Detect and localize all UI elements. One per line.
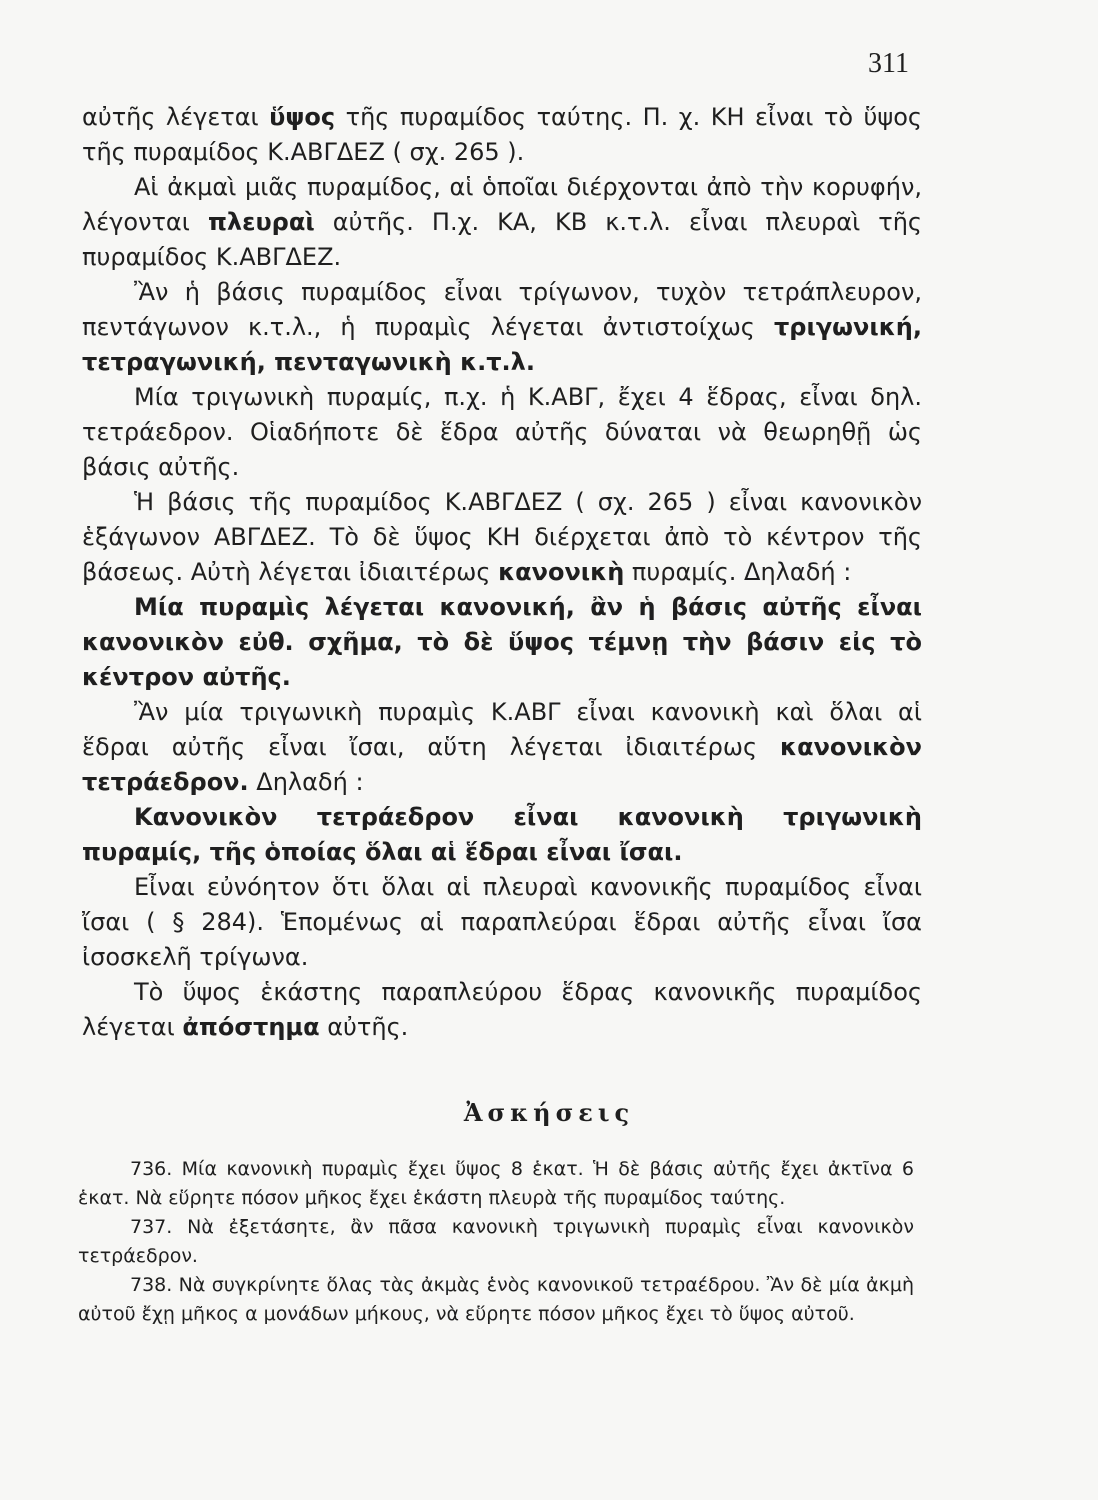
text-run: Αἱ ἀκμαὶ μιᾶς πυραμίδος, αἱ ὁποῖαι διέρχονται ἀπὸ τὴν κορυφήν, λέγονται	[82, 173, 922, 236]
paragraph	[82, 100, 922, 170]
exercise-item: 737. Νὰ ἐξετάσητε, ἂν πᾶσα κανονικὴ τριγωνικὴ πυραμὶς εἶναι κανονικὸν τετράεδρον.	[78, 1216, 914, 1267]
body-text	[82, 100, 922, 1045]
rule-text: Κανονικὸν τετράεδρον εἶναι κανονικὴ τριγωνικὴ πυραμίς, τῆς ὁποίας ὅλαι αἱ ἕδραι εἶναι ἴσαι.	[82, 803, 922, 866]
text-run: Ἂν ἡ βάσις πυραμίδος εἶναι τρίγωνον, τυχὸν τετράπλευρον, πεντάγωνον κ.τ.λ., ἡ πυραμὶς λέγεται ἀντιστοίχως	[82, 278, 922, 341]
exercise-item: 738. Νὰ συγκρίνητε ὅλας τὰς ἀκμὰς ἑνὸς κανονικοῦ τετραέδρου. Ἂν δὲ μία ἀκμὴ αὐτοῦ ἔχῃ μῆκος α μονάδων μήκους, νὰ εὕρητε πόσον μῆκος ἔχει τὸ ὕψος αὐτοῦ.	[78, 1274, 914, 1325]
text-run: Εἶναι εὐνόητον ὅτι ὅλαι αἱ πλευραὶ κανονικῆς πυραμίδος εἶναι ἴσαι ( § 284). Ἑπομένως αἱ παραπλεύραι ἕδραι αὐτῆς εἶναι ἴσα ἰσοσκελῆ τρίγωνα.	[82, 873, 922, 971]
term-bold: τριγωνική, τετραγωνική, πενταγωνικὴ κ.τ.λ.	[82, 313, 922, 376]
text-run: πυραμίς. Δηλαδή :	[624, 558, 852, 586]
definition-rule	[82, 590, 922, 695]
paragraph	[82, 870, 922, 975]
definition-rule	[82, 800, 922, 870]
term-bold: πλευραὶ	[207, 208, 315, 236]
paragraph	[82, 170, 922, 275]
text-run: Τὸ ὕψος ἑκάστης παραπλεύρου ἕδρας κανονικῆς πυραμίδος λέγεται	[82, 978, 922, 1041]
rule-text: Μία πυραμὶς λέγεται κανονική, ἂν ἡ βάσις αὐτῆς εἶναι κανονικὸν εὐθ. σχῆμα, τὸ δὲ ὕψος τέμνῃ τὴν βάσιν εἰς τὸ κέντρον αὐτῆς.	[82, 593, 922, 691]
text-run: αὐτῆς λέγεται	[82, 103, 270, 131]
paragraph	[82, 695, 922, 800]
term-bold: κανονικὸν τετράεδρον.	[82, 733, 922, 796]
exercises-heading: Ἀσκήσεις	[463, 1098, 635, 1127]
text-run: αὐτῆς.	[319, 1013, 409, 1041]
paragraph	[82, 485, 922, 590]
text-run: αὐτῆς. Π.χ. ΚΑ, ΚΒ κ.τ.λ. εἶναι πλευραὶ τῆς πυραμίδος Κ.ΑΒΓΔΕΖ.	[82, 208, 923, 271]
exercise-item: 736. Μία κανονικὴ πυραμὶς ἔχει ὕψος 8 ἑκατ. Ἡ δὲ βάσις αὐτῆς ἔχει ἀκτῖνα 6 ἑκατ. Νὰ εὕρητε πόσον μῆκος ἔχει ἑκάστη πλευρὰ τῆς πυραμίδος ταύτης.	[78, 1158, 914, 1209]
term-bold: κανονικὴ	[498, 558, 625, 586]
paragraph	[82, 975, 922, 1045]
term-bold: ἀπόστημα	[182, 1013, 320, 1041]
text-run: Ἡ βάσις τῆς πυραμίδος Κ.ΑΒΓΔΕΖ ( σχ. 265 ) εἶναι κανονικὸν ἑξάγωνον ΑΒΓΔΕΖ. Τὸ δὲ ὕψος ΚΗ διέρχεται ἀπὸ τὸ κέντρον τῆς βάσεως. Αὐτὴ λέγεται ἰδιαιτέρως	[82, 488, 922, 586]
text-run: Μία τριγωνικὴ πυραμίς, π.χ. ἡ Κ.ΑΒΓ, ἔχει 4 ἕδρας, εἶναι δηλ. τετράεδρον. Οἱαδήποτε δὲ ἕδρα αὐτῆς δύναται νὰ θεωρηθῇ ὡς βάσις αὐτῆς.	[82, 383, 922, 481]
exercises-list	[78, 1155, 914, 1329]
paragraph	[82, 275, 922, 380]
page-number: 311	[868, 48, 909, 79]
paragraph	[82, 380, 922, 485]
text-run: τῆς πυραμίδος ταύτης. Π. χ. ΚΗ εἶναι τὸ ὕψος τῆς πυραμίδος Κ.ΑΒΓΔΕΖ ( σχ. 265 ).	[82, 103, 923, 166]
text-run: Δηλαδή :	[248, 768, 364, 796]
term-bold: ὕψος	[269, 103, 336, 131]
text-run: Ἂν μία τριγωνικὴ πυραμὶς Κ.ΑΒΓ εἶναι κανονικὴ καὶ ὅλαι αἱ ἕδραι αὐτῆς εἶναι ἴσαι, αὕτη λέγεται ἰδιαιτέρως	[82, 698, 922, 761]
